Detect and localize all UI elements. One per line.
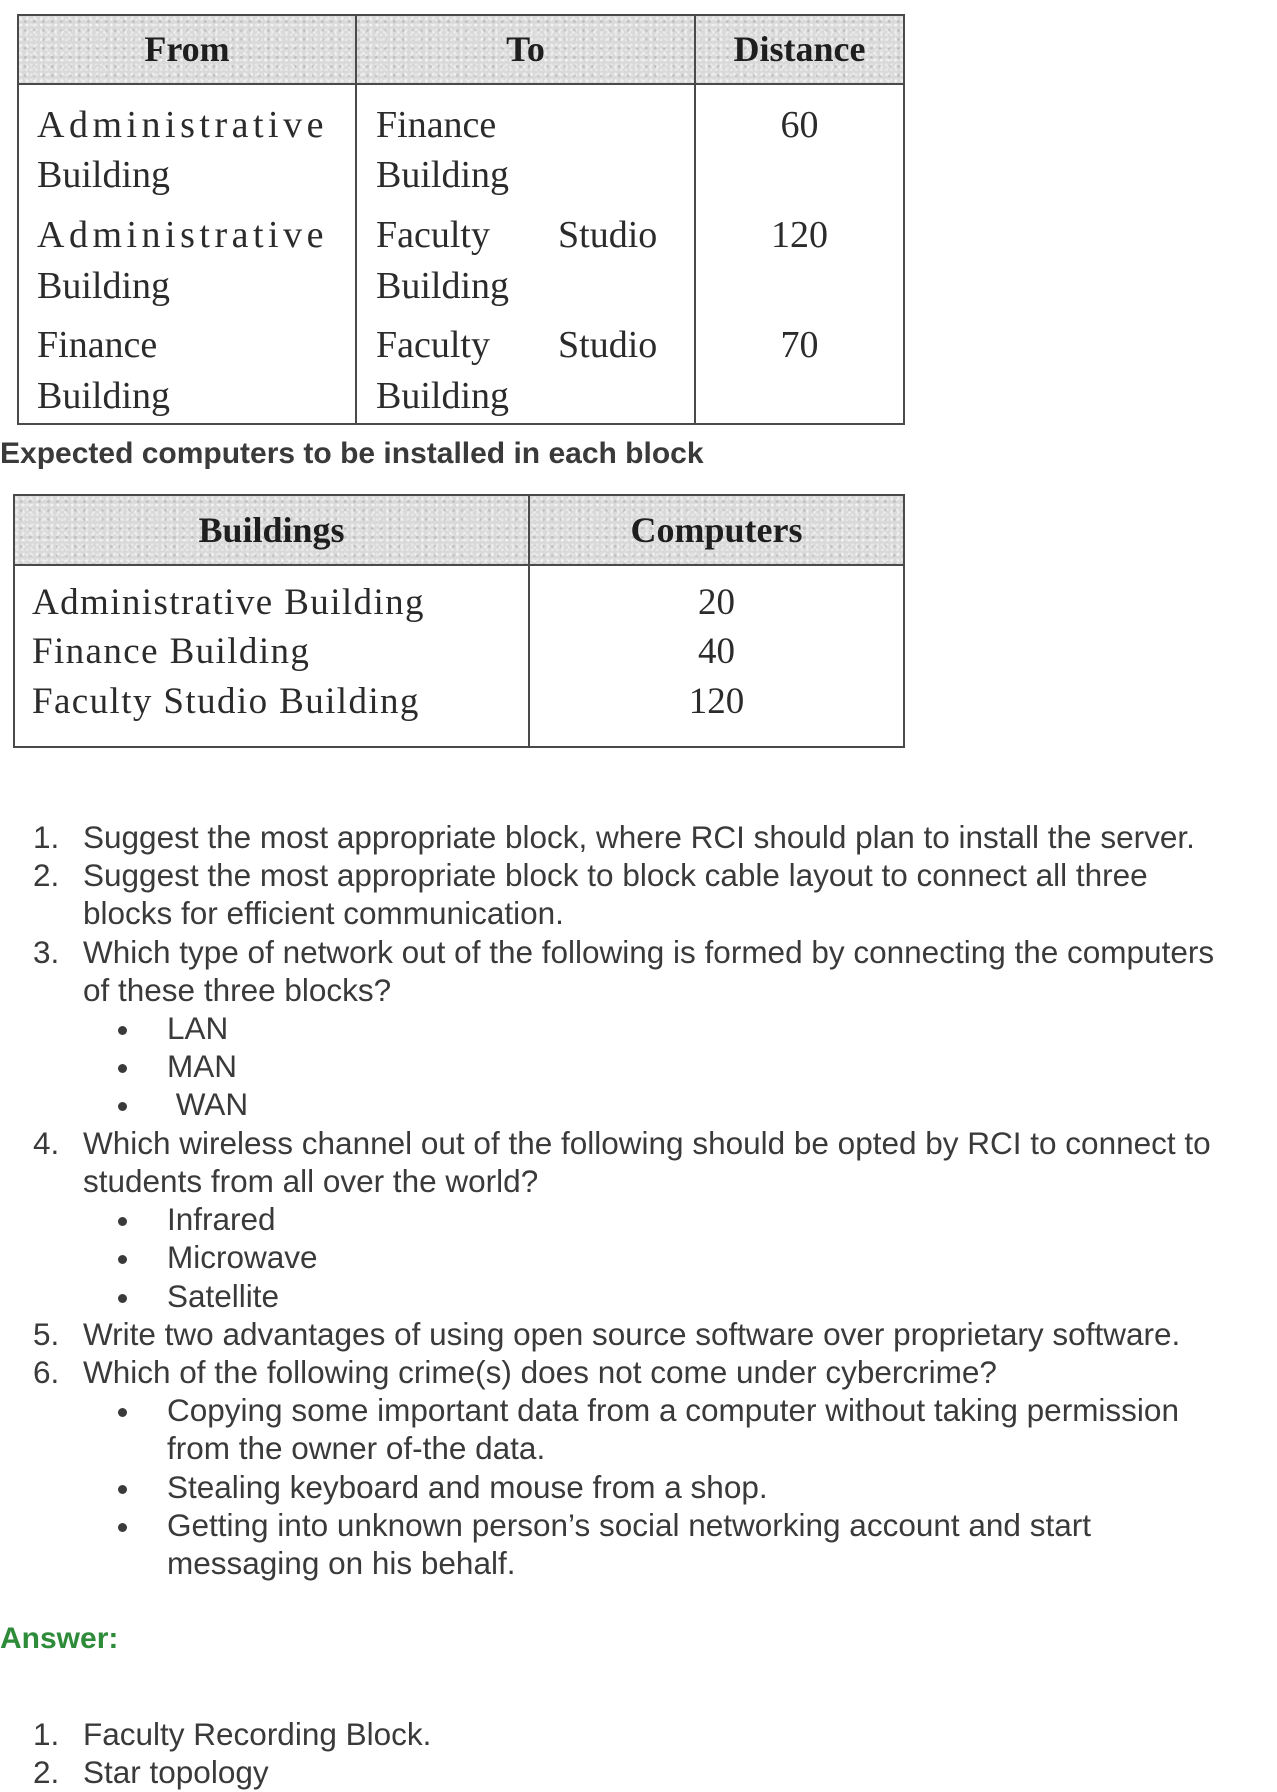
question-text: Which of the following crime(s) does not come under cybercrime? [83,1354,997,1390]
cell-to: Faculty [376,214,490,256]
header-to: To [506,29,545,69]
question-number: 5. [33,1316,60,1352]
option-text: Microwave [167,1239,318,1275]
cell-from: Finance [37,324,158,366]
question-number: 4. [33,1125,60,1161]
question-number: 1. [33,819,60,855]
question-text: Write two advantages of using open source software over proprietary software. [83,1316,1181,1352]
option-text: Satellite [167,1278,280,1314]
cell-building: Administrative Building [32,582,425,623]
cell-to: Building [376,154,510,196]
question-text: blocks for efficient communication. [83,895,564,931]
cell-to: Studio [558,214,658,256]
header-from: From [144,29,230,69]
bullet-icon [118,1102,127,1111]
bullet-icon [118,1255,127,1264]
header-distance: Distance [733,29,866,69]
question-text: students from all over the world? [83,1163,539,1199]
cell-to: Building [376,375,510,417]
cell-building: Faculty Studio Building [32,681,420,722]
bullet-icon [118,1294,127,1303]
computers-table-caption: Expected computers to be installed in each block [0,437,704,470]
cell-distance: 60 [780,104,819,146]
question-number: 6. [33,1354,60,1390]
option-text: Copying some important data from a computer without taking permission [167,1392,1179,1428]
cell-computers: 20 [698,582,735,623]
bullet-icon [118,1026,127,1035]
option-text: LAN [167,1010,229,1046]
cell-to: Finance [376,104,497,146]
question-text: Which type of network out of the following is formed by connecting the computers [83,934,1215,970]
cell-from: Administrative [37,104,328,146]
cell-building: Finance Building [32,631,311,672]
cell-from: Building [37,154,171,196]
bullet-icon [118,1408,127,1417]
bullet-icon [118,1485,127,1494]
bullet-icon [118,1217,127,1226]
answer-number: 1. [33,1716,60,1752]
option-text: WAN [167,1086,249,1122]
cell-to: Building [376,265,510,307]
cell-to: Studio [558,324,658,366]
computers-table [13,494,905,748]
cell-to: Faculty [376,324,490,366]
bullet-icon [118,1064,127,1073]
column-divider [355,16,357,423]
question-text: Which wireless channel out of the following should be opted by RCI to connect to [83,1125,1211,1161]
cell-distance: 70 [780,324,819,366]
cell-computers: 40 [698,631,735,672]
cell-from: Administrative [37,214,328,256]
option-text: MAN [167,1048,237,1084]
answer-heading: Answer: [0,1622,119,1655]
option-text: Getting into unknown person’s social networking account and start [167,1507,1091,1543]
bullet-icon [118,1523,127,1532]
cell-computers: 120 [688,681,745,722]
option-text: Infrared [167,1201,276,1237]
header-computers: Computers [630,510,803,550]
option-text: Stealing keyboard and mouse from a shop. [167,1469,768,1505]
question-text: Suggest the most appropriate block, where RCI should plan to install the server. [83,819,1195,855]
question-text: of these three blocks? [83,972,392,1008]
option-text: from the owner of-the data. [167,1430,546,1466]
question-text: Suggest the most appropriate block to block cable layout to connect all three [83,857,1148,893]
answer-text: Star topology [83,1754,269,1790]
question-number: 3. [33,934,60,970]
answer-number: 2. [33,1754,60,1790]
cell-from: Building [37,265,171,307]
question-number: 2. [33,857,60,893]
distance-table [17,14,905,425]
answer-text: Faculty Recording Block. [83,1716,432,1752]
header-buildings: Buildings [198,510,345,550]
cell-from: Building [37,375,171,417]
option-text: messaging on his behalf. [167,1545,516,1581]
cell-distance: 120 [771,214,828,256]
